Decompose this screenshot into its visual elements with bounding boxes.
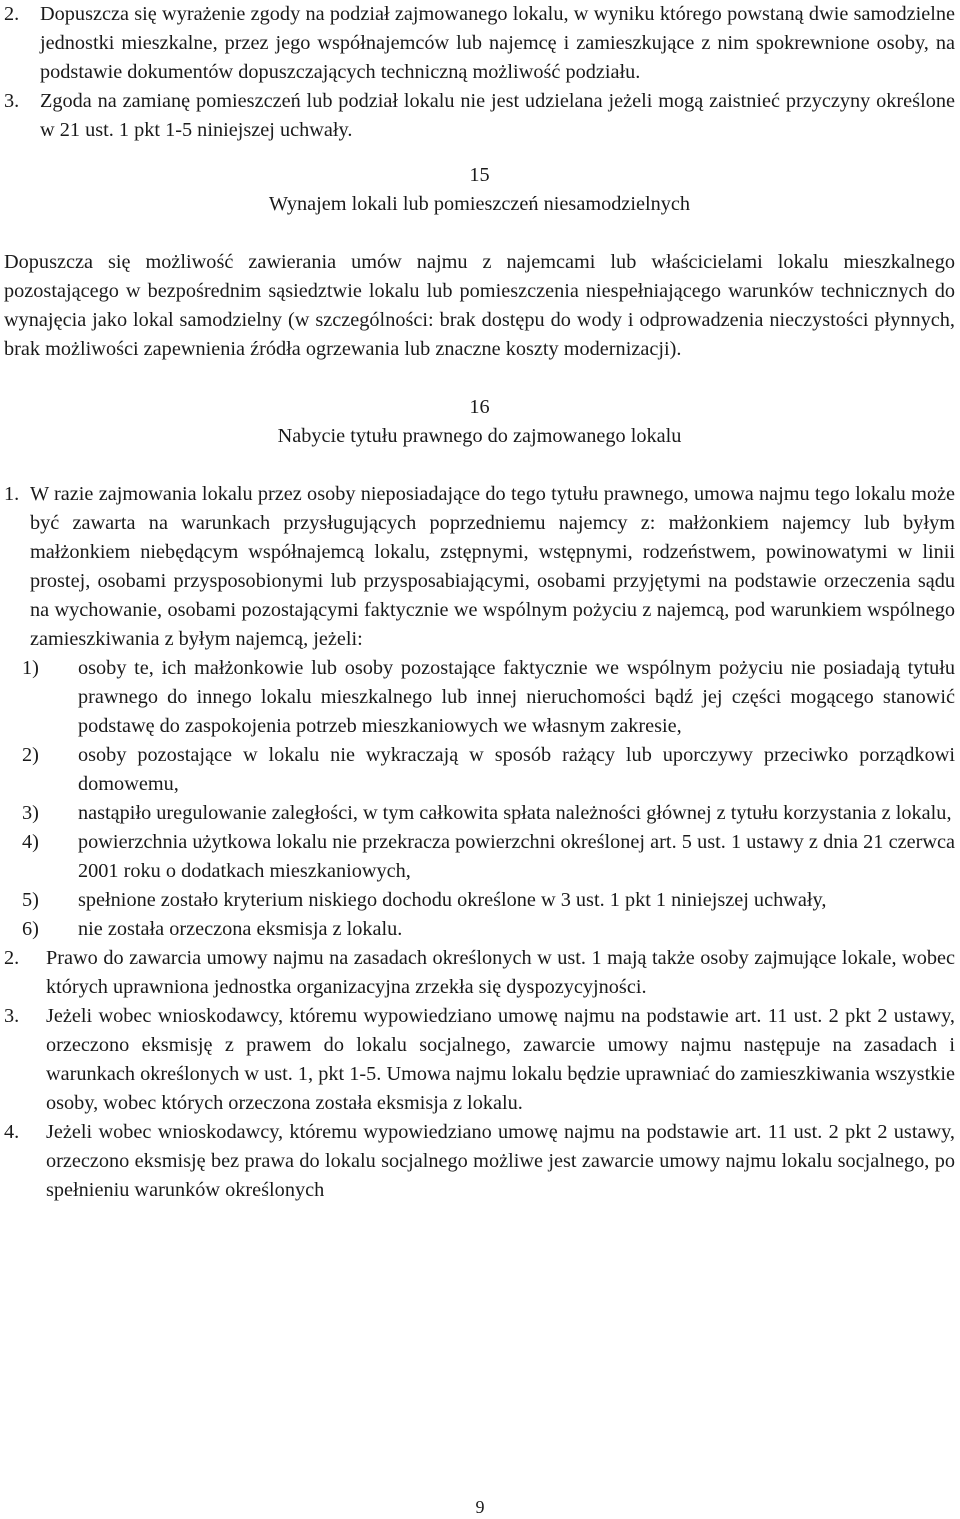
condition-item	[22, 654, 955, 741]
item-text: Prawo do zawarcia umowy najmu na zasadach określonych w ust. 1 mają także osoby zajmujące lokale, wobec których uprawniona jednostka organizacyjna zrzekła się dyspozycyjności.	[46, 947, 955, 998]
section-15-title: Wynajem lokali lub pomieszczeń niesamodzielnych	[268, 193, 691, 215]
conditions-list	[4, 654, 955, 944]
item-number: 4.	[4, 1121, 20, 1143]
condition-item	[22, 915, 955, 944]
condition-number: 4)	[22, 831, 39, 853]
list-item	[4, 87, 955, 145]
condition-item	[22, 886, 955, 915]
item-text: Jeżeli wobec wnioskodawcy, któremu wypowiedziano umowę najmu na podstawie art. 11 ust. 2 pkt 2 ustawy, orzeczono eksmisję z prawem do lokalu socjalnego, zawarcie umowy najmu następuje na zasadach i warunkach określonych w ust. 1, pkt 1-5. Umowa najmu lokalu będzie uprawniać do zamieszkiwania wszystkie osoby, wobec których orzeczona została eksmisja z lokalu.	[46, 1005, 955, 1114]
top-list	[4, 0, 955, 145]
condition-number: 3)	[22, 802, 39, 824]
list-item	[4, 1118, 955, 1205]
condition-item	[22, 828, 955, 886]
section-16-title: Nabycie tytułu prawnego do zajmowanego lokalu	[277, 425, 682, 447]
condition-number: 2)	[22, 744, 39, 766]
item-number: 2.	[4, 3, 20, 25]
condition-text: powierzchnia użytkowa lokalu nie przekracza powierzchni określonej art. 5 ust. 1 ustawy z dnia 21 czerwca 2001 roku o dodatkach mieszkaniowych,	[78, 831, 955, 882]
item-number: 3.	[4, 1005, 20, 1027]
condition-item	[22, 799, 955, 828]
condition-text: osoby te, ich małżonkowie lub osoby pozostające faktycznie we wspólnym pożyciu nie posiadają tytułu prawnego do innego lokalu mieszkalnego lub innej nieruchomości bądź jej części mogącego stanowić podstawę do zaspokojenia potrzeb mieszkaniowych we własnym zakresie,	[78, 657, 955, 737]
condition-text: nastąpiło uregulowanie zaległości, w tym całkowita spłata należności głównej z tytułu korzystania z lokalu,	[78, 802, 952, 824]
condition-item	[22, 741, 955, 799]
item-number: 3.	[4, 90, 20, 112]
paragraph-1	[4, 480, 955, 654]
item-text: Zgoda na zamianę pomieszczeń lub podział lokalu nie jest udzielana jeżeli mogą zaistnieć przyczyny określone w 21 ust. 1 pkt 1-5 niniejszej uchwały.	[40, 90, 955, 141]
list-item	[4, 944, 955, 1002]
section-16-number: 16	[469, 396, 490, 418]
condition-number: 5)	[22, 889, 39, 911]
document-page	[4, 0, 955, 1205]
item-text: Dopuszcza się wyrażenie zgody na podział zajmowanego lokalu, w wyniku którego powstaną dwie samodzielne jednostki mieszkalne, przez jego współnajemców lub najemcę i zamieszkujące z nim spokrewnione osoby, na podstawie dokumentów dopuszczających techniczną możliwość podziału.	[40, 3, 955, 83]
condition-text: spełnione zostało kryterium niskiego dochodu określone w 3 ust. 1 pkt 1 niniejszej uchwały,	[78, 889, 827, 911]
paragraph-number: 1.	[4, 483, 20, 505]
paragraph-text: W razie zajmowania lokalu przez osoby nieposiadające do tego tytułu prawnego, umowa najmu tego lokalu może być zawarta na warunkach przysługujących poprzedniemu najemcy z: małżonkiem najemcy lub byłym małżonkiem niebędącym współnajemcą lokalu, zstępnymi, wstępnymi, rodzeństwem, powinowatymi w linii prostej, osobami przysposobionymi lub przysposabiającymi, osobami przyjętymi na podstawie orzeczenia sądu na wychowanie, osobami pozostającymi faktycznie we wspólnym pożyciu z najemcą, pod warunkiem wspólnego zamieszkiwania z byłym najemcą, jeżeli:	[30, 483, 955, 650]
condition-number: 1)	[22, 657, 39, 679]
condition-number: 6)	[22, 918, 39, 940]
points-list	[4, 944, 955, 1205]
list-item	[4, 1002, 955, 1118]
section-15-body: Dopuszcza się możliwość zawierania umów najmu z najemcami lub właścicielami lokalu mieszkalnego pozostającego w bezpośrednim sąsiedztwie lokalu lub pomieszczenia niespełniającego warunków technicznych do wynajęcia jako lokal samodzielny (w szczególności: brak dostępu do wody i odprowadzenia nieczystości płynnych, brak możliwości zapewnienia źródła ogrzewania lub znaczne koszty modernizacji).	[4, 251, 955, 360]
page-number: 9	[475, 1497, 485, 1517]
item-number: 2.	[4, 947, 20, 969]
condition-text: osoby pozostające w lokalu nie wykraczają w sposób rażący lub uporczywy przeciwko porządkowi domowemu,	[78, 744, 955, 795]
item-text: Jeżeli wobec wnioskodawcy, któremu wypowiedziano umowę najmu na podstawie art. 11 ust. 2 pkt 2 ustawy, orzeczono eksmisję bez prawa do lokalu socjalnego możliwe jest zawarcie umowy najmu lokalu socjalnego, po spełnieniu warunków określonych	[46, 1121, 955, 1201]
section-15-number: 15	[469, 164, 490, 186]
condition-text: nie została orzeczona eksmisja z lokalu.	[78, 918, 403, 940]
list-item	[4, 0, 955, 87]
